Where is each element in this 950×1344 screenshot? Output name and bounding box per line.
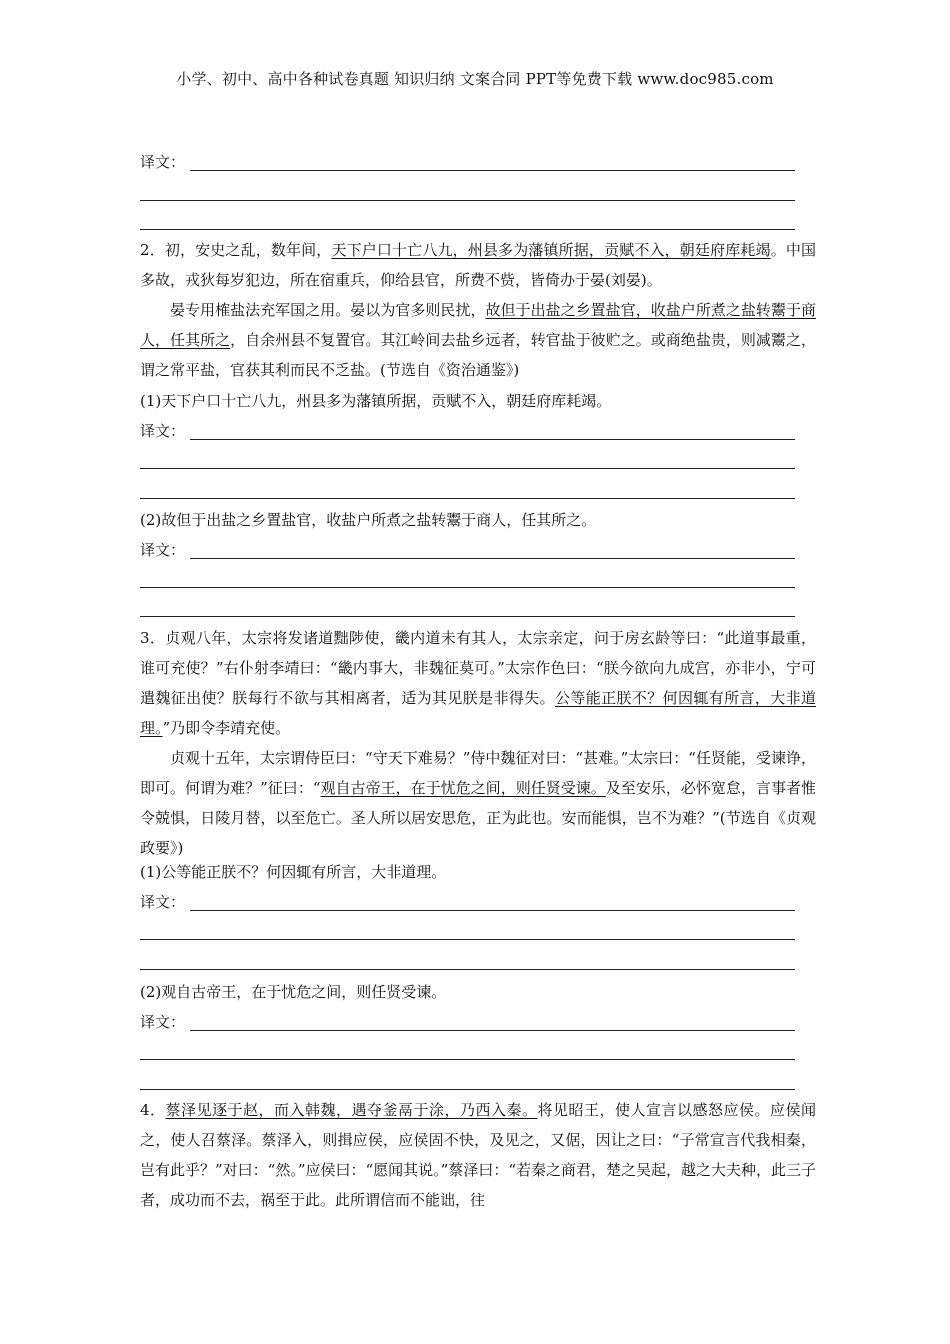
page-header: 小学、初中、高中各种试卷真题 知识归纳 文案合同 PPT等免费下载 www.doc985.com — [176, 70, 774, 88]
answer-line — [190, 910, 795, 911]
q2-text: 晏专用榷盐法充军国之用。晏以为官多则民扰， — [170, 301, 486, 319]
answer-line — [140, 468, 795, 469]
q2-text: 2．初，安史之乱，数年间， — [140, 241, 332, 259]
question-3-passage — [140, 623, 816, 863]
q3-text: 3．贞观八年，太宗将发诸道黜陟使，畿内道未有其人，太宗亲定，问于房玄龄等曰：“此道事最重，谁可充使？”右仆射李靖曰：“畿内事大，非魏征莫可。”太宗作色曰：“朕今欲向九成宫，亦非小，宁可遣魏征出使？朕每行不欲与其相离者，适为其见朕是非得失。 — [140, 629, 816, 707]
q3-underlined-sentence-2: 观自古帝王，在于忧危之间，则任贤受谏。 — [320, 779, 606, 797]
answer-line — [190, 558, 795, 559]
answer-line — [140, 587, 795, 588]
q3-text: 贞观十五年，太宗谓侍臣曰：“守天下难易？”侍中魏征对曰：“甚难。”太宗曰：“任贤能，受谏诤，即可。何谓为难？”征曰：“ — [140, 749, 816, 797]
translation-label: 译文： — [140, 541, 186, 559]
q4-text: 4． — [140, 1101, 166, 1119]
q3-text: 及至安乐，必怀宽怠，言事者惟令兢惧，日陵月替，以至危亡。圣人所以居安思危，正为此也。安而能惧，岂不为难？”(节选自《贞观政要》) — [140, 779, 816, 857]
answer-line — [190, 170, 795, 171]
answer-line — [140, 229, 795, 230]
q2-text: 。中国多故，戎狄每岁犯边，所在宿重兵，仰给县官，所费不赀，皆倚办于晏(刘晏)。 — [140, 241, 816, 289]
q2-underlined-sentence-2: 故但于出盐之乡置盐官，收盐户所煮之盐转鬻于商人，任其所之 — [140, 301, 816, 349]
q2-sentence-1: (1)天下户口十亡八九，州县多为藩镇所据，贡赋不入，朝廷府库耗竭。 — [140, 392, 612, 410]
q4-text: 将见昭王，使人宣言以感怒应侯。应侯闻之，使人召蔡泽。蔡泽入，则揖应侯，应侯固不快，及见之，又倨，因让之曰：“子常宣言代我相秦，岂有此乎？”对曰：“然。”应侯曰：“愿闻其说。”蔡泽曰：“若秦之商君，楚之吴起，越之大夫种，此三子者，成功而不去，祸至于此。此所谓信而不能诎，往 — [140, 1101, 817, 1209]
answer-line — [140, 969, 795, 970]
q3-sentence-2: (2)观自古帝王，在于忧危之间，则任贤受谏。 — [140, 983, 447, 1001]
translation-label: 译文： — [140, 893, 186, 911]
answer-line — [140, 616, 795, 617]
answer-line — [140, 498, 795, 499]
question-2-passage — [140, 235, 816, 385]
q3-sentence-1: (1)公等能正朕不？何因辄有所言，大非道理。 — [140, 863, 447, 881]
answer-line — [140, 1089, 795, 1090]
answer-line — [140, 939, 795, 940]
answer-line — [190, 439, 795, 440]
translation-label: 译文： — [140, 422, 186, 440]
answer-line — [190, 1030, 795, 1031]
translation-label: 译文： — [140, 1013, 186, 1031]
q2-underlined-sentence-1: 天下户口十亡八九，州县多为藩镇所据，贡赋不入，朝廷府库耗竭 — [331, 241, 771, 259]
question-4-passage — [140, 1095, 816, 1215]
q2-sentence-2: (2)故但于出盐之乡置盐官，收盐户所煮之盐转鬻于商人，任其所之。 — [140, 511, 597, 529]
answer-line — [140, 200, 795, 201]
q4-underlined-sentence-1: 蔡泽见逐于赵，而入韩魏，遇夺釜鬲于涂，乃西入秦。 — [165, 1101, 538, 1119]
answer-line — [140, 1059, 795, 1060]
q3-text: ”乃即令李靖充使。 — [162, 719, 291, 737]
translation-label: 译文： — [140, 153, 186, 171]
q2-text: ，自余州县不复置官。其江岭间去盐乡远者，转官盐于彼贮之。或商绝盐贵，则减鬻之，谓之常平盐，官获其利而民不乏盐。(节选自《资治通鉴》) — [140, 331, 816, 379]
q3-underlined-sentence-1: 公等能正朕不？何因辄有所言，大非道理。 — [140, 689, 816, 737]
